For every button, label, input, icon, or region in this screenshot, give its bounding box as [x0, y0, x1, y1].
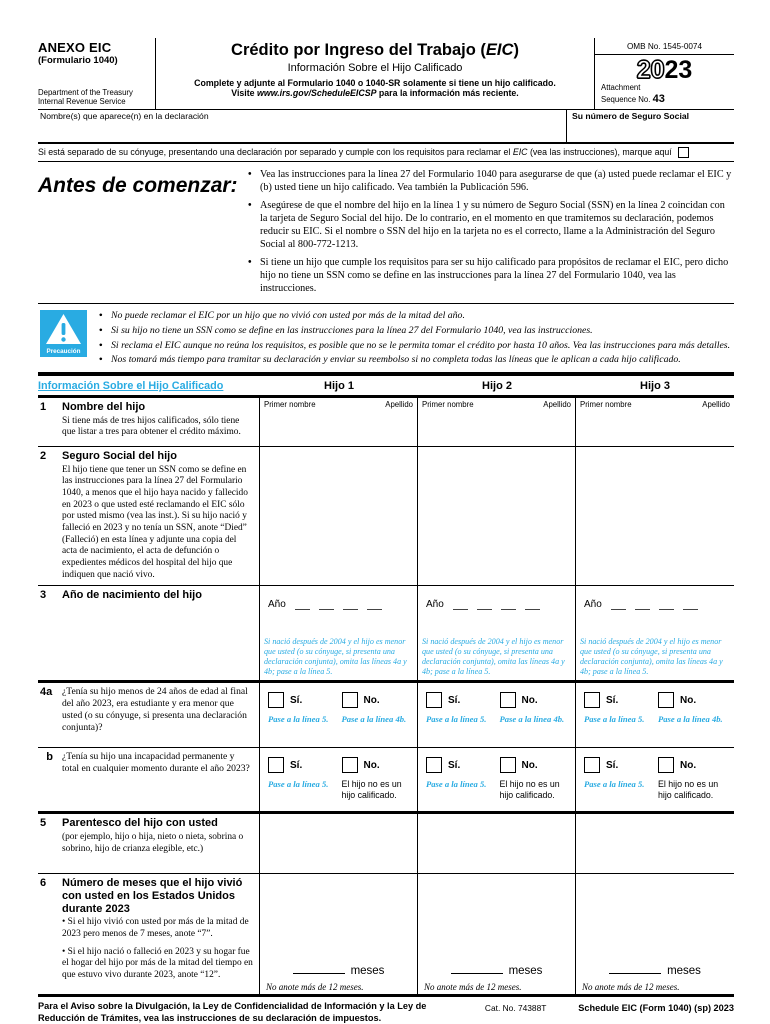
caution-section [38, 304, 734, 376]
table-row-line1 [38, 398, 734, 447]
child3-4b-yes-checkbox[interactable] [584, 757, 600, 773]
page-subtitle: Información Sobre el Hijo Calificado [287, 62, 463, 74]
line4b-question: ¿Tenía su hijo una incapacidad permanente y total en cualquier momento durante el año 2023? [62, 751, 250, 775]
child3-ssn-field[interactable] [576, 447, 734, 585]
year-digit-blank [683, 600, 698, 610]
first-name-label: Primer nombre [422, 400, 474, 410]
attachment-sequence: Attachment Sequence No. 43 [601, 83, 665, 105]
tax-year: 2023 [636, 56, 693, 84]
form-number: (Formulario 1040) [38, 55, 118, 66]
child2-4b-no-checkbox[interactable] [500, 757, 516, 773]
child3-4b-no-checkbox[interactable] [658, 757, 674, 773]
line3-note: Si nació después de 2004 y el hijo es menor que usted (o su cónyuge, si presenta una declaración conjunta), omita las líneas 4a y 4b; pase a la línea 5. [422, 636, 565, 677]
before-you-begin-section [38, 162, 734, 304]
months-blank [451, 963, 503, 974]
bullet-text: Si su hijo no tiene un SSN como se define en las instrucciones para la línea 27 del Formulario 1040, vea las instrucciones. [111, 324, 593, 336]
child3-name-field[interactable] [576, 398, 734, 446]
taxpayer-name-field[interactable]: Nombre(s) que aparece(n) en la declaración [40, 110, 209, 121]
child2-months-field[interactable]: meses [418, 961, 575, 980]
year-digit-blank [343, 600, 358, 610]
caution-bullets: • No puede reclamar el EIC por un hijo que no vivió con usted por más de la mitad del año. • Si su hijo no tiene un SSN como se define en las instrucciones para la línea 27 del Formulario 1040, vea las instrucciones. • Si reclama el EIC aunque no reúna los requisitos, es posible que no se le permita tomar el crédito por hasta 10 años. Vea las instrucciones para más detalles. • Nos tomará más tiempo para tramitar su declaración y enviar su reembolso si no completa todas las líneas que le aplican a cada hijo calificado. [99, 310, 731, 366]
table-row-line4b: b ¿Tenía su hijo una incapacidad permanente y total en cualquier momento durante el año 2023? Sí. No. Pase a la línea 5. El hijo no es un hijo calificado. Sí. No. Pase a la línea 5. El hijo no es un hijo calificado. Sí. No. Pase a la línea 5. El hijo no es un hijo calificado. [38, 748, 734, 814]
line5-desc: (por ejemplo, hijo o hija, nieto o nieta, sobrina o sobrino, hijo de crianza elegible, etc.) [62, 831, 244, 854]
form-footer [38, 997, 734, 1024]
year-digit-blank [453, 600, 468, 610]
child1-months-field[interactable]: meses [260, 961, 417, 980]
line-number: 5 [40, 817, 47, 830]
column-header-child1: Hijo 1 [324, 380, 354, 393]
goto-line5-note: Pase a la línea 5. [584, 714, 645, 725]
child1-4b-no-checkbox[interactable] [342, 757, 358, 773]
name-ssn-row [38, 110, 734, 144]
page-title: Crédito por Ingreso del Trabajo (EIC) [231, 41, 519, 59]
child2-ssn-field[interactable] [418, 447, 576, 585]
last-name-label: Apellido [385, 400, 413, 410]
table-row-line4a: 4a ¿Tenía su hijo menos de 24 años de edad al final del año 2023, era estudiante y era menor que usted (o su cónyuge, si presenta una declaración conjunta)? Sí. No. Pase a la línea 5. Pase a la línea 4b. Sí. No. Pase a la línea 5. Pase a la línea 4b. Sí. No. Pase a la línea 5. Pase a la línea 4b. [38, 683, 734, 748]
child3-birth-year-field[interactable]: Año [576, 586, 734, 614]
form-name: ANEXO EIC [38, 40, 112, 55]
months-blank [293, 963, 345, 974]
year-digit-blank [635, 600, 650, 610]
goto-line5-note: Pase a la línea 5. [426, 779, 487, 790]
agency-name: Department of the Treasury Internal Revenue Service [38, 88, 133, 107]
child2-relationship-field[interactable] [418, 814, 576, 873]
last-name-label: Apellido [702, 400, 730, 410]
line2-desc: El hijo tiene que tener un SSN como se define en las instrucciones para la línea 27 del Formulario 1040, a menos que el hijo haya nacido y fallecido en 2023 o que usted esté reclamando el EIC sólo por usted mismo (vea las inst.). Si su hijo nació y falleció en 2023 y no tenía un SSN, anote “Died” (Falleció) en esta línea y adjunte una copia del acta de nacimiento, el acta de defunción o expedientes médicos del hospital del hijo que indiquen que nació vivo. [62, 464, 248, 580]
child1-relationship-field[interactable] [260, 814, 418, 873]
column-header-child2: Hijo 2 [482, 380, 512, 393]
form-id-block [38, 38, 156, 109]
child2-birth-year-field[interactable]: Año [418, 586, 575, 614]
line6-title: Número de meses que el hijo vivió con usted en los Estados Unidos durante 2023 [62, 877, 243, 915]
year-digit-blank [501, 600, 516, 610]
line-number: 4a [40, 686, 53, 699]
child2-name-field[interactable] [418, 398, 576, 446]
schedule-id: Schedule EIC (Form 1040) (sp) 2023 [578, 1003, 734, 1014]
line4a-question: ¿Tenía su hijo menos de 24 años de edad al final del año 2023, era estudiante y era menor que usted (o su cónyuge, si presenta una declaración conjunta)? [62, 686, 248, 733]
before-you-begin-heading: Antes de comenzar: [38, 173, 238, 197]
table-section-header [38, 376, 734, 398]
child1-name-field[interactable] [260, 398, 418, 446]
separated-checkbox[interactable] [678, 147, 689, 158]
year-digit-blank [319, 600, 334, 610]
child2-4b-yes-checkbox[interactable] [426, 757, 442, 773]
separated-spouse-text: Si está separado de su cónyuge, presentando una declaración por separado y cumple con los requisitos para reclamar el EIC (vea las instrucciones), marque aquí [38, 147, 672, 158]
bullet-text: Vea las instrucciones para la línea 27 del Formulario 1040 para asegurarse de que (a) usted puede reclamar el EIC y (b) usted tiene un hijo calificado. Vea también la Publicación 596. [260, 168, 732, 193]
year-digit-blank [477, 600, 492, 610]
year-digit-blank [367, 600, 382, 610]
months-max-note: No anote más de 12 meses. [266, 982, 364, 993]
child3-4a-yes-checkbox[interactable] [584, 692, 600, 708]
caution-label: Precaución [46, 348, 81, 356]
line-number: b [46, 751, 53, 764]
months-max-note: No anote más de 12 meses. [582, 982, 680, 993]
line6-bullet1: • Si el hijo vivió con usted por más de la mitad de 2023 pero menos de 7 meses, anote “7”. [62, 917, 249, 939]
year-digit-blank [611, 600, 626, 610]
child1-birth-year-field[interactable]: Año [260, 586, 417, 614]
line6-bullet2: • Si el hijo nació o falleció en 2023 y su hogar fue el hogar del hijo por más de la mitad del tiempo en que estuvo vivo durante 2023, anote “12”. [62, 946, 253, 980]
first-name-label: Primer nombre [264, 400, 316, 410]
goto-line5-note: Pase a la línea 5. [426, 714, 487, 725]
separated-spouse-row [38, 144, 734, 162]
line5-title: Parentesco del hijo con usted [62, 817, 218, 830]
year-digit-blank [295, 600, 310, 610]
omb-number: OMB No. 1545-0074 [595, 38, 734, 55]
paperwork-notice: Para el Aviso sobre la Divulgación, la Ley de Confidencialidad de Información y la Ley de Reducción de Trámites, vea las instrucciones de su declaración de impuestos. [38, 1001, 427, 1024]
bullet-text: Asegúrese de que el nombre del hijo en la línea 1 y su número de Seguro Social (SSN) en la línea 2 coincidan con la tarjeta de Seguro Social del hijo. De lo contrario, en el momento en que tramitemos su declaración, podemos reducir su EIC. Si el nombre o SSN del hijo en la tarjeta no es el correcto, llame a la Administración del Seguro Social al 800-772-1213. [260, 199, 725, 250]
months-max-note: No anote más de 12 meses. [424, 982, 522, 993]
before-you-begin-bullets: • Vea las instrucciones para la línea 27 del Formulario 1040 para asegurarse de que (a) usted puede reclamar el EIC y (b) usted tiene un hijo calificado. Vea también la Publicación 596. • Asegúrese de que el nombre del hijo en la línea 1 y su número de Seguro Social (SSN) en la línea 2 coincidan con la tarjeta de Seguro Social del hijo. De lo contrario, en el momento en que tramitemos su declaración, podemos reducir su EIC. Si el nombre o SSN del hijo en la tarjeta no es el correcto, llame a la Administración del Seguro Social al 800-772-1213. • Si tiene un hijo que cumple los requisitos para ser su hijo calificado para propósitos de reclamar el EIC, pero dicho hijo no tiene un SSN como se define en las instrucciones para la línea 27 del Formulario 1040, vea las instrucciones. [248, 166, 734, 295]
child3-months-field[interactable]: meses [576, 961, 734, 980]
goto-line4b-note: Pase a la línea 4b. [658, 714, 723, 725]
taxpayer-ssn-field[interactable]: Su número de Seguro Social [566, 110, 734, 142]
attach-instruction: Complete y adjunte al Formulario 1040 o 1040-SR solamente si tiene un hijo calificado. [194, 78, 556, 88]
line3-note: Si nació después de 2004 y el hijo es menor que usted (o su cónyuge, si presenta una declaración conjunta), omita las líneas 4a y 4b; pase a la línea 5. [580, 636, 723, 677]
child3-relationship-field[interactable] [576, 814, 734, 873]
line-number: 2 [40, 450, 47, 463]
child2-4a-no-checkbox[interactable] [500, 692, 516, 708]
year-digit-blank [659, 600, 674, 610]
not-qualifying-note: El hijo no es un hijo calificado. [341, 779, 402, 801]
catalog-number: Cat. No. 74388T [484, 1003, 547, 1014]
child3-4a-no-checkbox[interactable] [658, 692, 674, 708]
form-header [38, 38, 734, 110]
months-blank [609, 963, 661, 974]
table-row-line6 [38, 874, 734, 997]
year-digit-blank [525, 600, 540, 610]
child1-ssn-field[interactable] [260, 447, 418, 585]
child1-4a-no-checkbox[interactable] [342, 692, 358, 708]
last-name-label: Apellido [543, 400, 571, 410]
line-number: 6 [40, 877, 47, 890]
irs-url[interactable]: www.irs.gov/ScheduleEICSP [257, 88, 377, 98]
child2-4a-yes-checkbox[interactable] [426, 692, 442, 708]
bullet-text: Nos tomará más tiempo para tramitar su declaración y enviar su reembolso si no completa todas las líneas que le aplican a cada hijo calificado. [111, 354, 681, 366]
line-number: 1 [40, 401, 47, 414]
line3-title: Año de nacimiento del hijo [62, 589, 202, 602]
line2-title: Seguro Social del hijo [62, 450, 177, 463]
line1-desc: Si tiene más de tres hijos calificados, sólo tiene que listar a tres para obtener el crédito máximo. [62, 415, 241, 438]
not-qualifying-note: El hijo no es un hijo calificado. [499, 779, 560, 801]
goto-line5-note: Pase a la línea 5. [268, 714, 329, 725]
column-header-child3: Hijo 3 [640, 380, 670, 393]
bullet-text: Si tiene un hijo que cumple los requisitos para ser su hijo calificado para propósitos de reclamar el EIC, pero dicho hijo no tiene un SSN como se define en las instrucciones para la línea 27 del Formulario 1040, vea las instrucciones. [260, 257, 729, 295]
bullet-text: Si reclama el EIC aunque no reúna los requisitos, es posible que no se le permita tomar el crédito por hasta 10 años. Vea las instrucciones para más detalles. [111, 339, 731, 351]
visit-instruction: Visite www.irs.gov/ScheduleEICSP para la información más reciente. [231, 88, 519, 98]
child1-4b-yes-checkbox[interactable] [268, 757, 284, 773]
goto-line4b-note: Pase a la línea 4b. [341, 714, 407, 725]
section-title: Información Sobre el Hijo Calificado [38, 380, 224, 393]
child1-4a-yes-checkbox[interactable] [268, 692, 284, 708]
line3-note: Si nació después de 2004 y el hijo es menor que usted (o su cónyuge, si presenta una declaración conjunta), omita las líneas 4a y 4b; pase a la línea 5. [264, 636, 407, 677]
form-title-block [156, 38, 594, 109]
omb-block [594, 38, 734, 109]
goto-line4b-note: Pase a la línea 4b. [499, 714, 565, 725]
line1-title: Nombre del hijo [62, 401, 146, 414]
table-row-line3 [38, 586, 734, 683]
table-row-line5 [38, 814, 734, 874]
not-qualifying-note: El hijo no es un hijo calificado. [658, 779, 719, 801]
first-name-label: Primer nombre [580, 400, 632, 410]
goto-line5-note: Pase a la línea 5. [584, 779, 645, 790]
caution-icon [40, 310, 87, 357]
bullet-text: No puede reclamar el EIC por un hijo que no vivió con usted por más de la mitad del año. [111, 310, 465, 322]
goto-line5-note: Pase a la línea 5. [268, 779, 329, 790]
line-number: 3 [40, 589, 47, 602]
table-row-line2 [38, 447, 734, 586]
